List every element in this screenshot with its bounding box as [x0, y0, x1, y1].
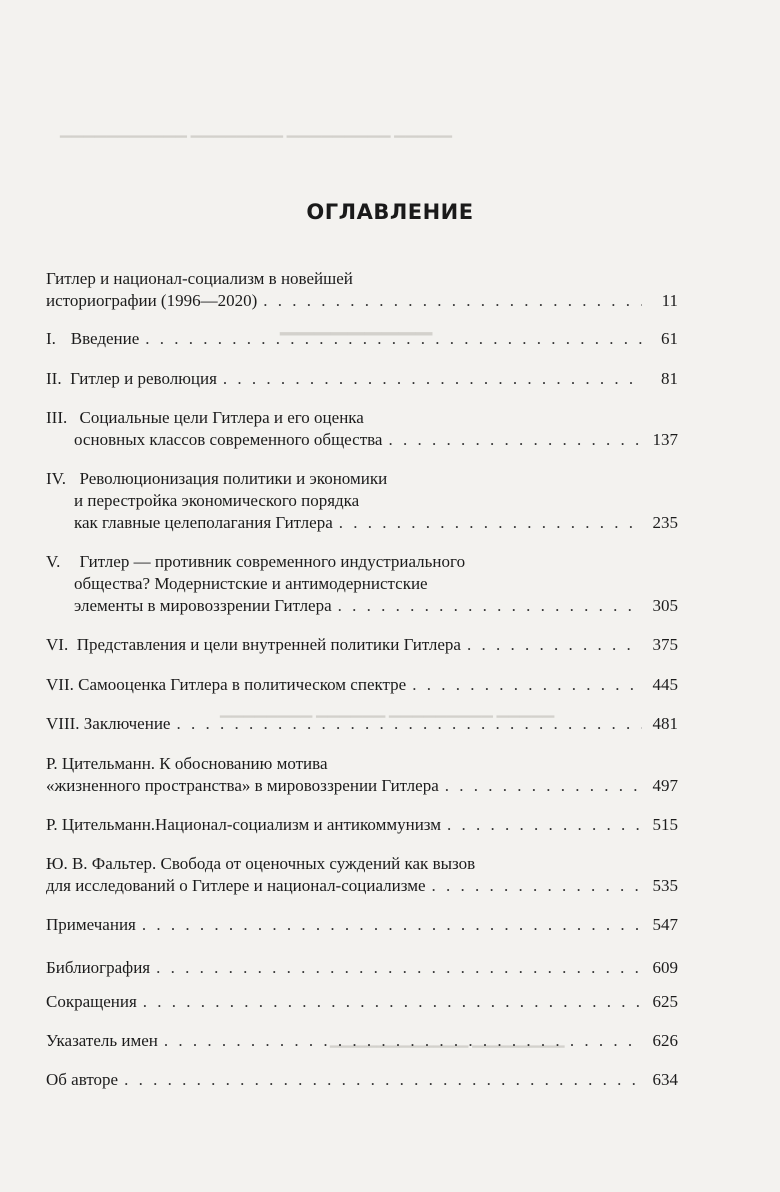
leader-dots: [176, 713, 642, 735]
toc-page-number: 626: [652, 1031, 678, 1050]
toc-entry-title-line: Сокращения: [46, 992, 137, 1011]
toc-entry-title-line: общества? Модернистские и антимодернистские: [74, 574, 428, 593]
toc-entry-chapter-3: [46, 407, 678, 451]
chapter-number: II.: [46, 369, 62, 388]
chapter-number: VII.: [46, 675, 74, 694]
toc-entry-name-index: [46, 1030, 678, 1052]
toc-entry-abbreviations: [46, 991, 678, 1013]
leader-dots: [388, 429, 642, 451]
chapter-number: VIII.: [46, 714, 80, 733]
toc-entry-title-line: «жизненного пространства» в мировоззрении Гитлера: [46, 776, 439, 795]
toc-entry-title-line: Библиография: [46, 958, 151, 977]
bleed-through-decoration: ▁▁▁▁▁ ▁▁▁▁▁▁▁▁▁ ▁▁▁▁▁▁▁▁ ▁▁▁▁▁▁▁▁▁▁▁: [60, 122, 452, 138]
leader-dots: [143, 991, 642, 1013]
chapter-number: IV.: [46, 469, 66, 488]
toc-page-number: 61: [661, 329, 678, 348]
toc-entry-title-line: Заключение: [83, 714, 171, 733]
toc-entry-title-line: Ю. В. Фальтер. Свобода от оценочных суждений как вызов: [46, 854, 476, 873]
toc-entry-chapter-8: [46, 713, 678, 735]
toc-entry-chapter-2: [46, 368, 678, 390]
toc-entry-title-line: элементы в мировоззрении Гитлера: [74, 596, 332, 615]
toc-page-number: 137: [652, 430, 678, 449]
leader-dots: [156, 957, 642, 979]
toc-entry-title-line: Гитлер и революция: [70, 369, 217, 388]
chapter-number: III.: [46, 408, 68, 427]
toc-entry-title-line: Гитлер и национал-социализм в новейшей: [46, 269, 353, 288]
toc-page-number: 445: [652, 675, 678, 694]
chapter-number: VI.: [46, 635, 69, 654]
toc-entry-title-line: Революционизация политики и экономики: [79, 469, 388, 488]
chapter-number: I.: [46, 329, 56, 348]
toc-page-number: 235: [652, 513, 678, 532]
toc-entry-title-line: Указатель имен: [46, 1031, 158, 1050]
toc-entry-title-line: историографии (1996—2020): [46, 291, 258, 310]
toc-entry-title-line: для исследований о Гитлере и национал-социализме: [46, 876, 426, 895]
bleed-through-decoration: ▁▁▁▁▁▁▁▁▁: [280, 310, 433, 335]
leader-dots: [445, 775, 642, 797]
toc-page-number: 625: [652, 992, 678, 1011]
leader-dots: [124, 1069, 642, 1091]
leader-dots: [338, 595, 642, 617]
toc-page-number: 609: [652, 958, 678, 977]
toc-page-number: 11: [661, 291, 678, 310]
toc-page-number: 535: [652, 876, 678, 895]
leader-dots: [467, 634, 642, 656]
toc-entry-title-line: Социальные цели Гитлера и его оценка: [79, 408, 364, 427]
toc-entry-title-line: как главные целеполагания Гитлера: [74, 513, 333, 532]
toc-page-number: 81: [661, 369, 678, 388]
toc-entry-bibliography: [46, 957, 678, 979]
chapter-number: V.: [46, 552, 61, 571]
toc-entry-title-line: Представления и цели внутренней политики Гитлера: [76, 635, 461, 654]
toc-page-number: 634: [652, 1070, 678, 1089]
toc-entry-title-line: Р. Цительманн.Национал-социализм и антикоммунизм: [46, 815, 442, 834]
toc-entry-title-line: Примечания: [46, 915, 136, 934]
toc-entry-historiography: [46, 268, 678, 312]
toc-entry-title-line: и перестройка экономического порядка: [74, 491, 360, 510]
toc-page-number: 497: [652, 776, 678, 795]
leader-dots: [263, 290, 642, 312]
toc-entry-zitelmann-anticommunism: [46, 814, 678, 836]
toc-entry-title-line: Об авторе: [46, 1070, 119, 1089]
toc-entry-notes: [46, 914, 678, 936]
leader-dots: [447, 814, 642, 836]
page-title: ОГЛАВЛЕНИЕ: [306, 200, 474, 224]
bleed-through-decoration: ▁▁▁▁▁ ▁▁▁▁▁▁▁▁▁ ▁▁▁▁▁▁ ▁▁▁▁▁▁▁▁: [220, 702, 555, 718]
toc-entry-title-line: Гитлер — противник современного индустриального: [79, 552, 466, 571]
toc-page-number: 305: [652, 596, 678, 615]
toc-entry-title-line: Р. Цительманн. К обоснованию мотива: [46, 754, 328, 773]
toc-entry-title-line: Введение: [70, 329, 140, 348]
leader-dots: [223, 368, 642, 390]
leader-dots: [432, 875, 642, 897]
toc-page-number: 375: [652, 635, 678, 654]
toc-entry-chapter-5: [46, 551, 678, 617]
toc-entry-chapter-4: [46, 468, 678, 534]
leader-dots: [339, 512, 642, 534]
toc-entry-zitelmann-living-space: [46, 753, 678, 797]
toc-page-number: 547: [652, 915, 678, 934]
toc-entry-chapter-1: [46, 328, 678, 350]
toc-entry-chapter-6: [46, 634, 678, 656]
toc-entry-about-author: [46, 1069, 678, 1091]
bleed-through-decoration: ▁▁▁▁▁▁▁▁ ▁▁▁▁▁▁▁▁▁▁▁▁: [330, 1032, 565, 1048]
toc-entry-chapter-7: [46, 674, 678, 696]
leader-dots: [142, 914, 642, 936]
toc-page-number: 515: [652, 815, 678, 834]
toc-entry-title-line: основных классов современного общества: [74, 430, 383, 449]
toc-entry-falter: [46, 853, 678, 897]
toc-entry-title-line: Самооценка Гитлера в политическом спектре: [78, 675, 407, 694]
leader-dots: [145, 328, 642, 350]
toc-page-number: 481: [652, 714, 678, 733]
leader-dots: [164, 1030, 642, 1052]
leader-dots: [412, 674, 642, 696]
